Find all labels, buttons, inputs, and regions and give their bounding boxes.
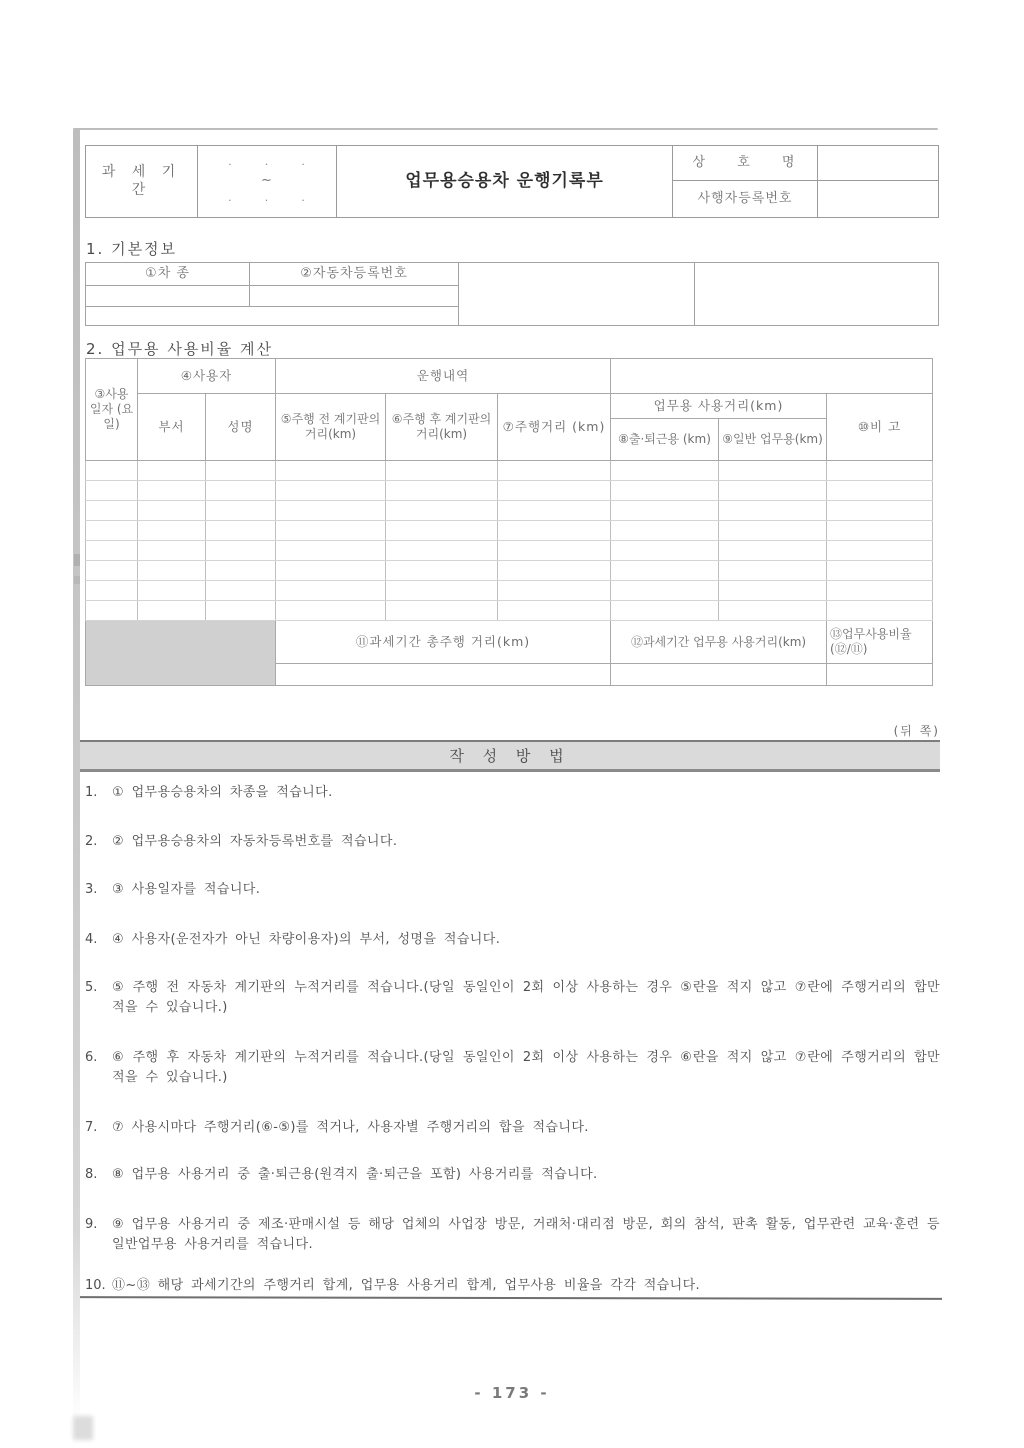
instruction-number: 1. [85,785,98,800]
table-cell-empty [498,521,611,541]
instruction-number: 8. [85,1167,98,1182]
table-cell-empty [138,541,206,561]
instruction-item [85,1276,940,1296]
table-cell-empty [386,481,498,501]
table-cell-empty [611,561,719,581]
instruction-text: ⑤ 주행 전 자동차 계기판의 누적거리를 적습니다.(당일 동일인이 2회 이상 사용하는 경우 ⑤란을 적지 않고 ⑦란에 주행거리의 합만 적을 수 있습니다.) [112,980,940,1016]
empty-cell [695,263,939,326]
reg-number-header: ②자동차등록번호 [250,263,459,286]
odo-after-header: ⑥주행 후 계기판의 거리(km) [386,394,498,461]
company-name-label: 상 호 명 [673,146,818,181]
table-cell-empty [206,521,276,541]
note-header: ⑩비 고 [827,394,933,461]
table-cell-empty [138,501,206,521]
table-cell-empty [719,461,827,481]
instruction-text: ⑥ 주행 후 자동차 계기판의 누적거리를 적습니다.(당일 동일인이 2회 이상 사용하는 경우 ⑥란을 적지 않고 ⑦란에 주행거리의 합만 적을 수 있습니다.) [112,1050,940,1086]
table-cell-empty [276,481,386,501]
table-cell-empty [86,581,138,601]
scan-mark [74,554,80,566]
instruction-text: ② 업무용승용차의 자동차등록번호를 적습니다. [112,834,398,849]
instruction-text: ⑨ 업무용 사용거리 중 제조·판매시설 등 해당 업체의 사업장 방문, 거래처·대리점 방문, 회의 참석, 판촉 활동, 업무관련 교육·훈련 등 일반업무용 사용거리를 적습니다. [112,1217,940,1253]
user-header: ④사용자 [138,359,276,394]
empty-header-cell [611,359,933,394]
table-cell-empty [86,461,138,481]
distance-header: ⑦주행거리 (km) [498,394,611,461]
total-distance-value-cell [276,664,611,686]
table-cell-empty [386,541,498,561]
business-total-label: ⑫과세기간 업무용 사용거리(km) [611,621,827,664]
table-cell-empty [827,541,933,561]
instruction-number: 10. [85,1278,106,1293]
empty-cell [459,263,695,326]
table-cell-empty [276,601,386,621]
reg-number-value-cell [250,286,459,307]
page-number: - 173 - [474,1384,550,1402]
table-cell-empty [276,541,386,561]
business-total-value-cell [611,664,827,686]
instruction-number: 5. [85,980,98,995]
instruction-number: 4. [85,932,98,947]
table-cell-empty [611,601,719,621]
scan-mark [74,576,80,584]
table-cell-empty [498,461,611,481]
table-cell-empty [498,541,611,561]
table-cell-empty [386,501,498,521]
bottom-rule [80,1296,942,1300]
company-name-value-cell [818,146,939,181]
table-cell-empty [206,461,276,481]
empty-cell [86,307,459,326]
table-cell-empty [138,581,206,601]
date-dots-bottom: . . . [228,190,306,204]
name-header: 성명 [206,394,276,461]
table-cell-empty [206,481,276,501]
back-side-label: (뒤 쪽) [893,724,940,738]
total-distance-label: ⑪과세기간 총주행 거리(km) [276,621,611,664]
general-business-header: ⑨일반 업무용(km) [719,419,827,461]
table-cell-empty [498,501,611,521]
instruction-number: 3. [85,882,98,897]
page-left-edge-shadow [73,130,80,1422]
table-cell-empty [206,581,276,601]
instruction-text: ⑧ 업무용 사용거리 중 출·퇴근용(원격지 출·퇴근을 포함) 사용거리를 적습니다. [112,1167,598,1182]
instruction-item [85,1215,940,1255]
table-cell-empty [138,521,206,541]
tax-period-label: 과 세 기 간 [86,146,198,218]
table-cell-empty [86,561,138,581]
trip-detail-header: 운행내역 [276,359,611,394]
table-cell-empty [138,461,206,481]
instruction-number: 9. [85,1217,98,1232]
instruction-item [85,978,940,1018]
table-cell-empty [498,481,611,501]
usage-ratio-table [85,358,933,686]
instruction-text: ① 업무용승용차의 차종을 적습니다. [112,785,333,800]
usage-ratio-label: ⑬업무사용비율(⑫/⑪) [827,621,933,664]
commute-header: ⑧출·퇴근용 (km) [611,419,719,461]
footer-shaded-cell [86,621,276,686]
table-cell-empty [827,581,933,601]
table-cell-empty [611,481,719,501]
table-cell-empty [276,501,386,521]
table-cell-empty [86,481,138,501]
instruction-item [85,1165,940,1185]
table-cell-empty [386,601,498,621]
tilde-separator: ~ [261,172,273,188]
instruction-number: 7. [85,1120,98,1135]
instruction-text: ④ 사용자(운전자가 아닌 차량이용자)의 부서, 성명을 적습니다. [112,932,501,947]
table-cell-empty [719,601,827,621]
table-cell-empty [86,601,138,621]
instruction-number: 2. [85,834,98,849]
vehicle-type-value-cell [86,286,250,307]
table-cell-empty [719,581,827,601]
table-cell-empty [498,581,611,601]
use-date-header: ③사용 일자 (요일) [86,359,138,461]
table-cell-empty [276,521,386,541]
section2-heading: 2. 업무용 사용비율 계산 [86,340,274,358]
table-cell-empty [719,561,827,581]
table-cell-empty [138,601,206,621]
table-cell-empty [719,481,827,501]
business-distance-header: 업무용 사용거리(km) [611,394,827,419]
instruction-text: ③ 사용일자를 적습니다. [112,882,261,897]
table-cell-empty [498,601,611,621]
table-cell-empty [386,521,498,541]
table-cell-empty [86,541,138,561]
table-cell-empty [206,541,276,561]
table-cell-empty [206,561,276,581]
table-cell-empty [206,601,276,621]
table-cell-empty [276,561,386,581]
usage-ratio-value-cell [827,664,933,686]
table-cell-empty [138,561,206,581]
table-cell-empty [86,521,138,541]
table-cell-empty [827,521,933,541]
instruction-item [85,783,940,803]
table-cell-empty [611,501,719,521]
instruction-number: 6. [85,1050,98,1065]
table-cell-empty [827,601,933,621]
table-cell-empty [276,461,386,481]
scan-smudge [73,1416,93,1440]
table-cell-empty [719,501,827,521]
table-cell-empty [611,521,719,541]
page-top-edge-shadow [73,128,938,130]
section1-heading: 1. 기본정보 [86,240,178,258]
dept-header: 부서 [138,394,206,461]
instruction-item [85,1118,940,1138]
instruction-text: ⑪~⑬ 해당 과세기간의 주행거리 합계, 업무용 사용거리 합계, 업무사용 비율을 각각 적습니다. [112,1278,701,1293]
instructions-banner: 작 성 방 법 [80,740,940,772]
table-cell-empty [827,561,933,581]
instruction-item [85,1048,940,1088]
table-cell-empty [827,461,933,481]
instruction-item [85,880,940,900]
vehicle-type-header: ①차 종 [86,263,250,286]
table-cell-empty [498,561,611,581]
table-cell-empty [386,461,498,481]
table-cell-empty [611,541,719,561]
instruction-text: ⑦ 사용시마다 주행거리(⑥-⑤)를 적거나, 사용자별 주행거리의 합을 적습니다. [112,1120,589,1135]
table-cell-empty [206,501,276,521]
date-dots-top: . . . [228,154,306,168]
table-cell-empty [719,541,827,561]
tax-period-date-field [198,146,337,218]
table-cell-empty [611,461,719,481]
table-cell-empty [276,581,386,601]
instruction-item [85,930,940,950]
table-cell-empty [386,561,498,581]
form-header-table [85,145,939,218]
basic-info-table [85,262,939,326]
odo-before-header: ⑤주행 전 계기판의 거리(km) [276,394,386,461]
business-reg-value-cell [818,181,939,218]
table-cell-empty [827,501,933,521]
table-cell-empty [611,581,719,601]
table-cell-empty [719,521,827,541]
table-cell-empty [386,581,498,601]
form-title: 업무용승용차 운행기록부 [337,146,673,218]
instruction-item [85,832,940,852]
table-cell-empty [138,481,206,501]
table-cell-empty [86,501,138,521]
business-reg-label: 사행자등록번호 [673,181,818,218]
table-cell-empty [827,481,933,501]
